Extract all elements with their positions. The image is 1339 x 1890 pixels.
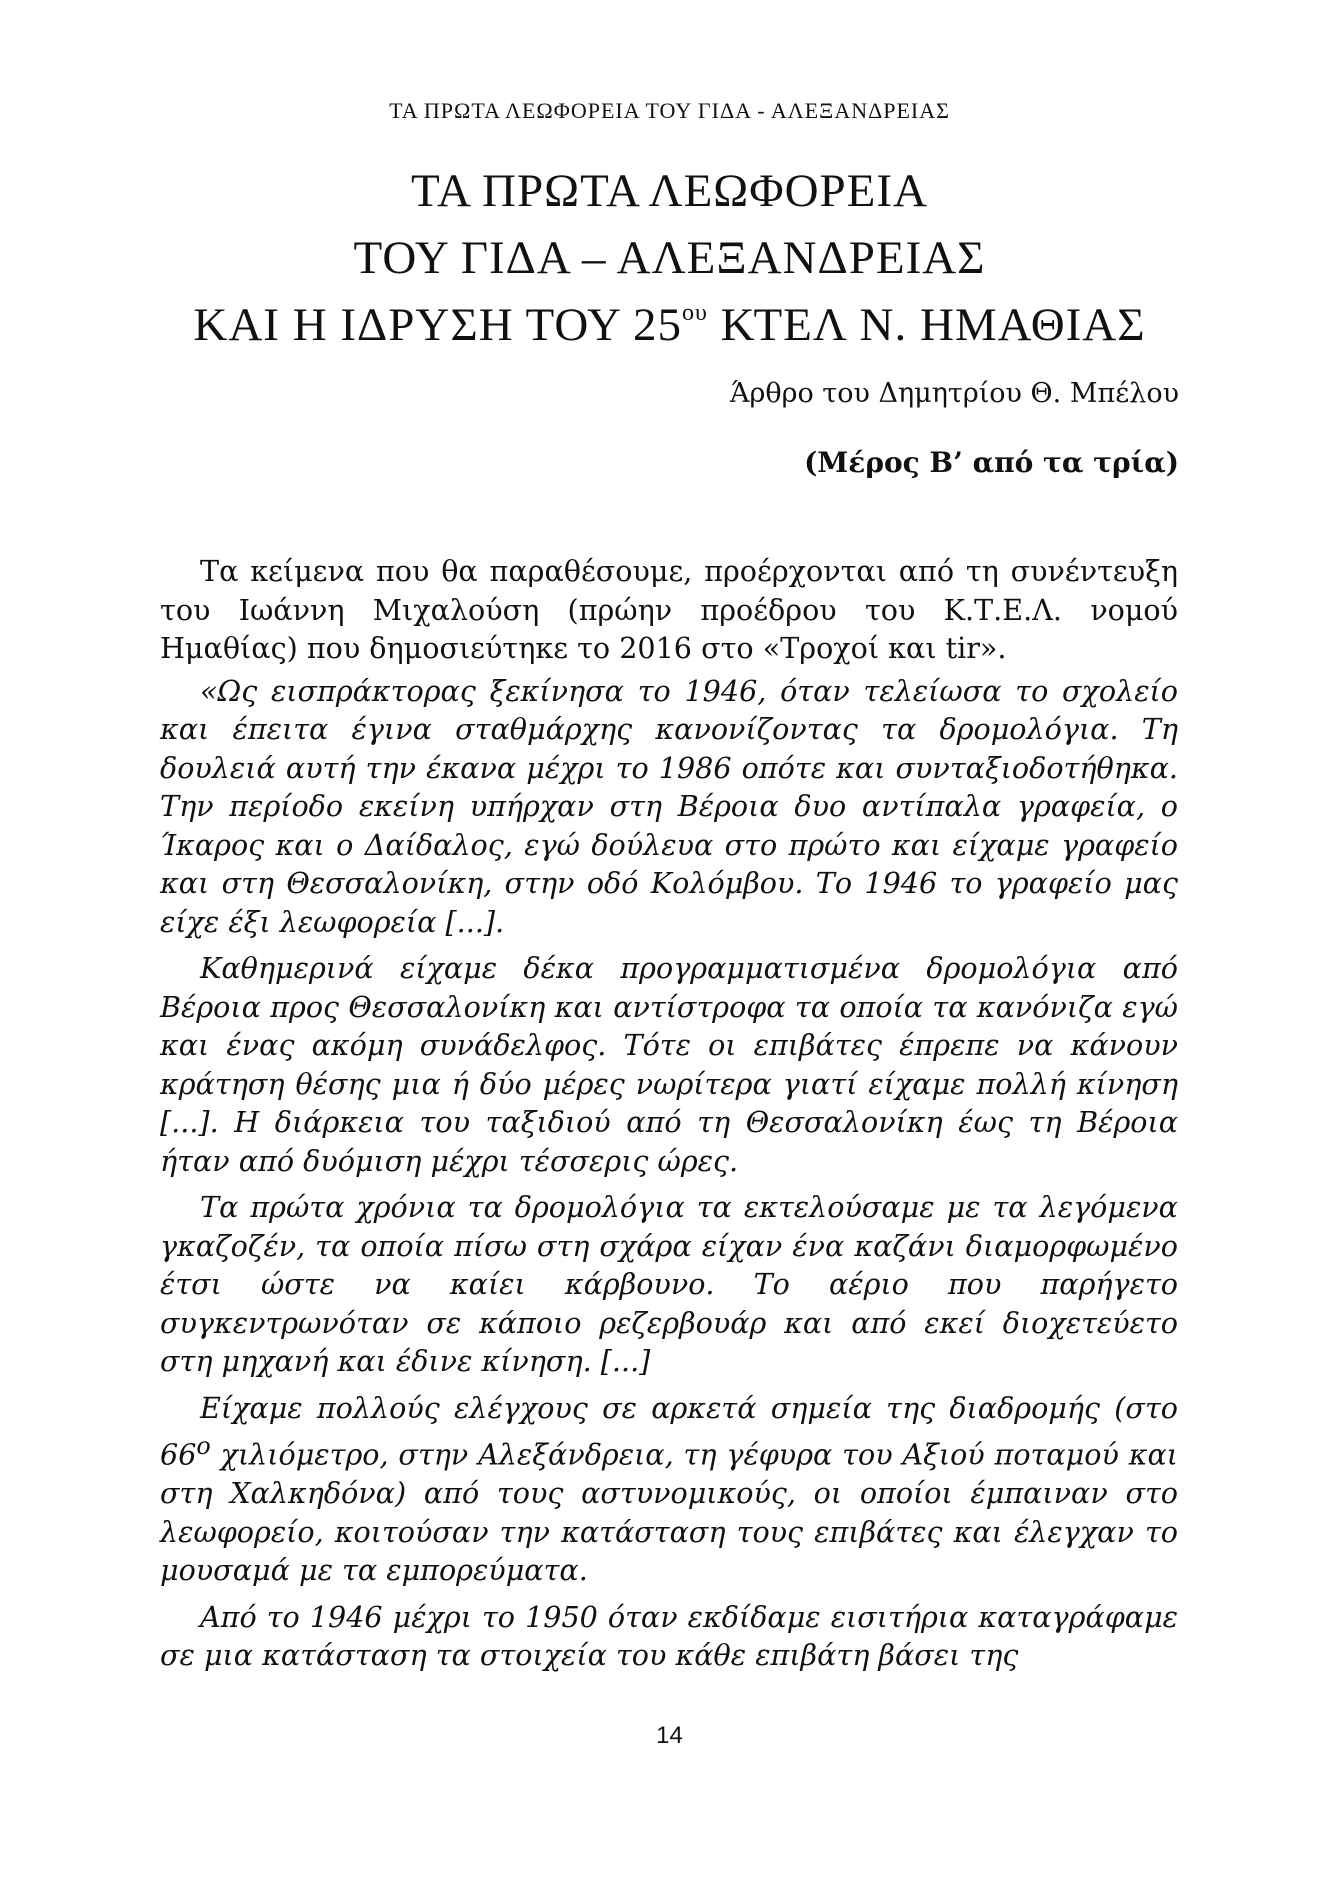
title-line-3-post: ΚΤΕΛ Ν. ΗΜΑΘΙΑΣ — [707, 299, 1146, 351]
title-line-2: ΤΟΥ ΓΙΔΑ – ΑΛΕΞΑΝΔΡΕΙΑΣ — [353, 232, 986, 284]
page-number: 14 — [656, 1722, 683, 1749]
quote-paragraph-4-post: χιλιόμετρο, στην Αλεξάνδρεια, τη γέφυρα του Αξιού ποταμού και στη Χαλκηδόνα) από τους αστυνομικούς, οι οποίοι έμπαιναν στο λεωφορείο, κοιτούσαν την κατάσταση τους επιβάτες και έλεγχαν το μουσαμά με τα εμπορεύματα. — [160, 1437, 1178, 1588]
article-body — [160, 552, 1178, 1683]
ordinal-superscript: ου — [681, 300, 708, 326]
quote-paragraph-4-pre: Είχαμε πολλούς ελέγχους σε αρκετά σημεία της διαδρομής (στο 66 — [160, 1390, 1178, 1472]
part-label: (Μέρος Β’ από τα τρία) — [804, 446, 1179, 479]
degree-superscript: ο — [196, 1432, 211, 1460]
author-byline: Άρθρο του Δημητρίου Θ. Μπέλου — [729, 378, 1179, 409]
quote-paragraph-1: «Ως εισπράκτορας ξεκίνησα το 1946, όταν τελείωσα το σχολείο και έπειτα έγινα σταθμάρχης κανονίζοντας τα δρομολόγια. Τη δουλειά αυτή την έκανα μέχρι το 1986 οπότε και συνταξιοδοτήθηκα. Την περίοδο εκείνη υπήρχαν στη Βέροια δυο αντίπαλα γραφεία, ο Ίκαρος και ο Δαίδαλος, εγώ δούλευα στο πρώτο και είχαμε γραφείο και στη Θεσσαλονίκη, στην οδό Κολόμβου. Το 1946 το γραφείο μας είχε έξι λεωφορεία [...]. — [160, 673, 1178, 939]
quote-paragraph-2: Καθημερινά είχαμε δέκα προγραμματισμένα δρομολόγια από Βέροια προς Θεσσαλονίκη και αντίστροφα τα οποία τα κανόνιζα εγώ και ένας ακόμη συνάδελφος. Τότε οι επιβάτες έπρεπε να κάνουν κράτηση θέσης μια ή δύο μέρες νωρίτερα γιατί είχαμε πολλή κίνηση [...]. Η διάρκεια του ταξιδιού από τη Θεσσαλονίκη έως τη Βέροια ήταν από δυόμιση μέχρι τέσσερις ώρες. — [160, 951, 1178, 1178]
quote-paragraph-3: Τα πρώτα χρόνια τα δρομολόγια τα εκτελούσαμε με τα λεγόμενα γκαζοζέν, τα οποία πίσω στη σχάρα είχαν ένα καζάνι διαμορφωμένο έτσι ώστε να καίει κάρβουνο. Το αέριο που παρήγετο συγκεντρωνόταν σε κάποιο ρεζερβουάρ και από εκεί διοχετεύετο στη μηχανή και έδινε κίνηση. [...] — [160, 1190, 1178, 1378]
running-head: ΤΑ ΠΡΩΤΑ ΛΕΩΦΟΡΕΙΑ ΤΟΥ ΓΙΔΑ - ΑΛΕΞΑΝΔΡΕΙΑΣ — [389, 98, 950, 123]
quote-paragraph-4 — [160, 1389, 1178, 1590]
title-line-1: ΤΑ ΠΡΩΤΑ ΛΕΩΦΟΡΕΙΑ — [411, 165, 928, 217]
article-title — [120, 158, 1219, 359]
title-line-3-pre: ΚΑΙ Η ΙΔΡΥΣΗ ΤΟΥ 25 — [193, 299, 682, 351]
intro-paragraph: Τα κείμενα που θα παραθέσουμε, προέρχονται από τη συνέντευξη του Ιωάννη Μιχαλούση (πρώην προέδρου του Κ.Τ.Ε.Λ. νομού Ημαθίας) που δημοσιεύτηκε το 2016 στο «Τροχοί και tir». — [160, 554, 1178, 665]
title-line-3 — [120, 292, 1219, 359]
quote-paragraph-5: Από το 1946 μέχρι το 1950 όταν εκδίδαμε εισιτήρια καταγράφαμε σε μια κατάσταση τα στοιχεία του κάθε επιβάτη βάσει της — [160, 1599, 1178, 1673]
